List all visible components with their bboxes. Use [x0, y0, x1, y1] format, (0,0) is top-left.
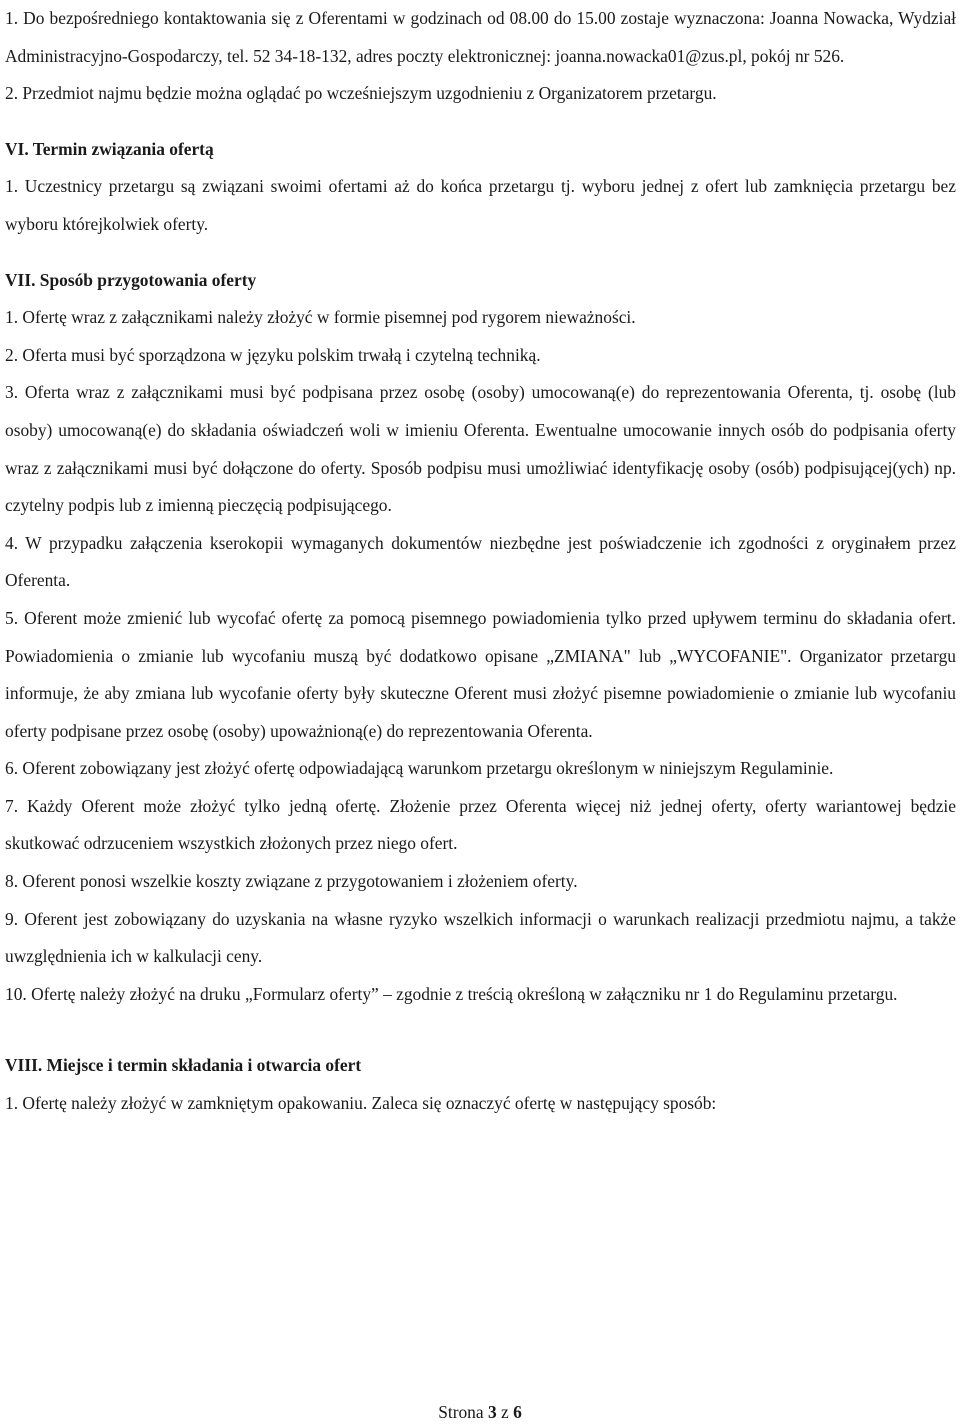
section-vi-heading: VI. Termin związania ofertą — [5, 138, 214, 159]
section-vii-item-4: 4. W przypadku załączenia kserokopii wymaganych dokumentów niezbędne jest poświadczenie ich zgodności z oryginałem przez Oferenta. — [5, 532, 956, 591]
section-vii-heading: VII. Sposób przygotowania oferty — [5, 269, 257, 290]
page-footer — [0, 1400, 960, 1424]
section-viii-heading: VIII. Miejsce i termin składania i otwarcia ofert — [5, 1055, 362, 1076]
section-vii-item-7: 7. Każdy Oferent może złożyć tylko jedną ofertę. Złożenie przez Oferenta więcej niż jednej oferty, oferty wariantowej będzie skutkować odrzuceniem wszystkich złożonych przez niego ofert. — [5, 795, 956, 854]
section-vii-item-9: 9. Oferent jest zobowiązany do uzyskania na własne ryzyko wszelkich informacji o warunkach realizacji przedmiotu najmu, a także uwzględnienia ich w kalkulacji ceny. — [5, 908, 956, 967]
section-vii-item-5: 5. Oferent może zmienić lub wycofać ofertę za pomocą pisemnego powiadomienia tylko przed upływem terminu do składania ofert. Powiadomienia o zmianie lub wycofaniu muszą być dodatkowo opisane „ZMIANA" lub „WYCOFANIE". Organizator przetargu informuje, że aby zmiana lub wycofanie oferty były skuteczne Oferent musi złożyć pisemne powiadomienie o zmianie lub wycofaniu oferty podpisane przez osobę (osoby) upoważnioną(e) do reprezentowania Oferenta. — [5, 607, 956, 741]
document-page — [5, 0, 956, 1123]
section-viii-item-1: 1. Ofertę należy złożyć w zamkniętym opakowaniu. Zaleca się oznaczyć ofertę w następujący sposób: — [5, 1093, 717, 1114]
page-label: Strona — [438, 1402, 484, 1422]
current-page-number: 3 — [487, 1402, 497, 1422]
section-vii-item-3: 3. Oferta wraz z załącznikami musi być podpisana przez osobę (osoby) umocowaną(e) do reprezentowania Oferenta, tj. osobę (lub osoby) umocowaną(e) do składania oświadczeń woli w imieniu Oferenta. Ewentualne umocowanie innych osób do podpisania oferty wraz z załącznikami musi być dołączone do oferty. Sposób podpisu musi umożliwiać identyfikację osoby (osób) podpisującej(ych) np. czytelny podpis lub z imienną pieczęcią podpisującego. — [5, 382, 956, 516]
section-vii-item-8: 8. Oferent ponosi wszelkie koszty związane z przygotowaniem i złożeniem oferty. — [5, 871, 578, 892]
page-separator: z — [501, 1402, 509, 1422]
section-vii-item-1: 1. Ofertę wraz z załącznikami należy złożyć w formie pisemnej pod rygorem nieważności. — [5, 307, 636, 328]
section-vii-item-10: 10. Ofertę należy złożyć na druku „Formularz oferty” – zgodnie z treścią określoną w załączniku nr 1 do Regulaminu przetargu. — [5, 983, 898, 1004]
section-v-item-2: 2. Przedmiot najmu będzie można oglądać po wcześniejszym uzgodnieniu z Organizatorem przetargu. — [5, 83, 717, 104]
section-vii-item-2: 2. Oferta musi być sporządzona w języku polskim trwałą i czytelną techniką. — [5, 344, 541, 365]
section-vii-item-6: 6. Oferent zobowiązany jest złożyć ofertę odpowiadającą warunkom przetargu określonym w niniejszym Regulaminie. — [5, 758, 834, 779]
section-vi-item-1: 1. Uczestnicy przetargu są związani swoimi ofertami aż do końca przetargu tj. wyboru jednej z ofert lub zamknięcia przetargu bez wyboru którejkolwiek oferty. — [5, 176, 956, 234]
section-v-item-1: 1. Do bezpośredniego kontaktowania się z Oferentami w godzinach od 08.00 do 15.00 zostaje wyznaczona: Joanna Nowacka, Wydział Administracyjno-Gospodarczy, tel. 52 34-18-132, adres poczty elektronicznej: joanna.nowacka01@zus.pl, pokój nr 526. — [5, 8, 956, 66]
total-page-count: 6 — [513, 1402, 522, 1422]
